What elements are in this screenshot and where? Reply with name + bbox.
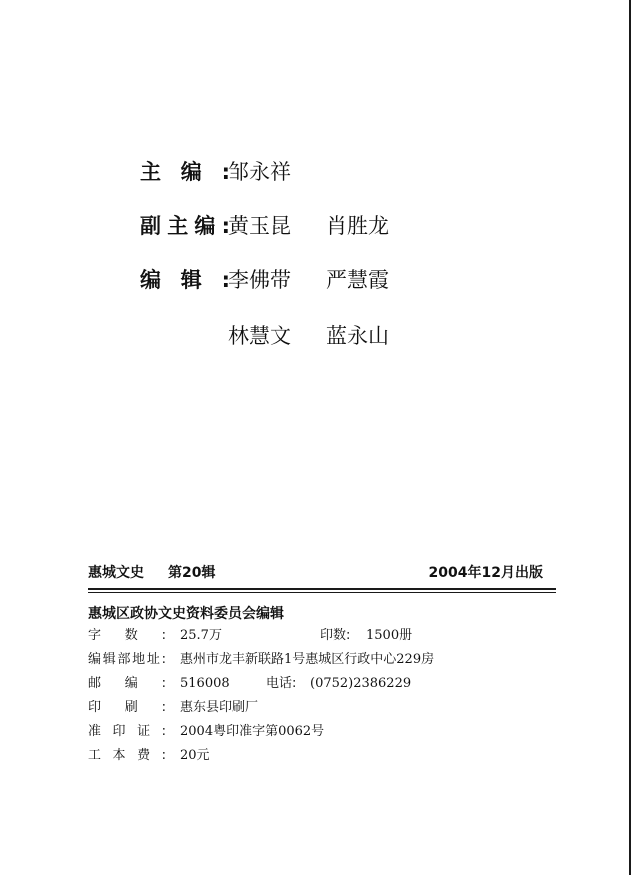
address-label: 编辑部地址: [88, 652, 166, 667]
permit-value: 2004粤印准字第0062号 [180, 724, 325, 739]
divider-thin [88, 592, 556, 593]
editor-label: 编辑: [140, 268, 230, 292]
editor-name: 林慧文 [228, 324, 291, 348]
word-count-label: 字数: [88, 628, 166, 643]
editor-name: 李佛带 [228, 268, 291, 292]
print-run-value: 1500册 [366, 628, 413, 643]
compiler-line: 惠城区政协文史资料委员会编辑 [88, 606, 284, 622]
deputy-editor-label: 副主编: [140, 214, 230, 238]
cost-value: 20元 [180, 748, 210, 763]
postcode-value: 516008 [180, 676, 230, 691]
print-run-label: 印数: [320, 628, 351, 643]
permit-label: 准印证: [88, 724, 166, 739]
colophon-header [88, 562, 543, 582]
editor-name: 严慧霞 [326, 268, 389, 292]
series-title: 惠城文史 [88, 565, 144, 581]
postcode-label: 邮编: [88, 676, 166, 691]
printer-value: 惠东县印刷厂 [180, 700, 259, 715]
word-count-value: 25.7万 [180, 628, 222, 643]
divider-thick [88, 588, 556, 590]
editor-name: 蓝永山 [326, 324, 389, 348]
phone-label: 电话: [266, 676, 297, 691]
deputy-editor-name: 肖胜龙 [326, 214, 389, 238]
address-value: 惠州市龙丰新联路1号惠城区行政中心229房 [180, 652, 435, 667]
publish-date: 2004年12月出版 [428, 565, 543, 581]
cost-label: 工本费: [88, 748, 166, 763]
phone-value: (0752)2386229 [310, 676, 412, 691]
printer-label: 印刷: [88, 700, 166, 715]
page-edge-border [629, 0, 631, 875]
chief-editor-name: 邹永祥 [228, 160, 291, 184]
issue-number: 第20辑 [168, 565, 216, 581]
chief-editor-label: 主编: [140, 160, 230, 184]
deputy-editor-name: 黄玉昆 [228, 214, 291, 238]
